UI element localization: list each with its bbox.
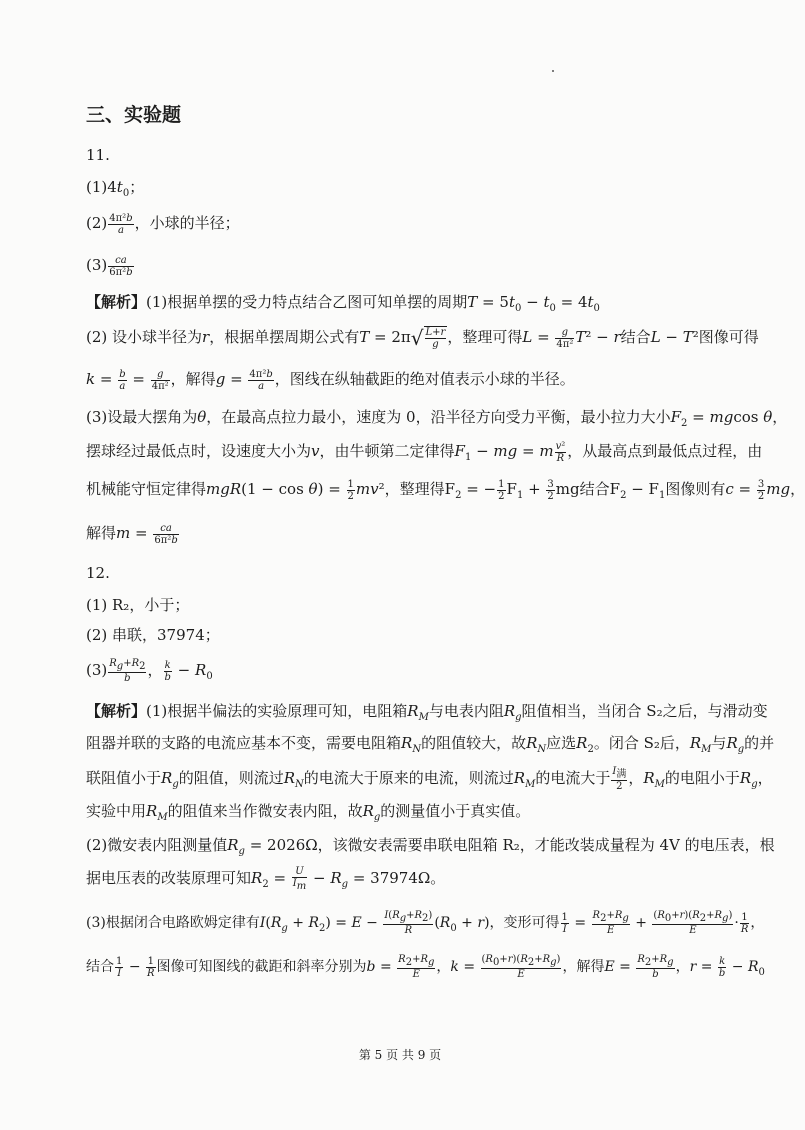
q12-analysis-line-8: 结合 $\frac{1}{I}$ − $\frac{1}{R}$ 图像可知图线的截距和斜率分别为b = $\frac{R_2+R_g}{E}$ ，k = $\frac{(R_0+r)(R_2+R_g)}{E}$ ，解得E = $\frac{R_2+R_g}{b}$ ，r = $\frac{k}{b}$ − $R_0$ [86,954,765,980]
q12-analysis-line-7: (3)根据闭合电路欧姆定律有$I(R_g + R_2) = E$ − $\frac{I(R_g+R_2)}{R}$ $(R_0 + r)$，变形可得 $\frac{1}{I}$ = $\frac{R_2+R_g}{E}$ + $\frac{(R_0+r)(R_2+R_g)}{E}$ · $\frac{1}{R}$ ， [86,910,765,936]
q12-analysis-line-3: 联阻值小于$R_g$的阻值，则流过$R_N$的电流大于原来的电流，则流过$R_M$的电流大于 $\frac{I_满}{2}$ ，$R_M$的电阻小于$R_g$， [86,766,773,792]
q11-answer-2: (2) $\frac{\text{4π²b}}{a}$ ，小球的半径； [86,212,240,236]
q12-analysis-line-1: 【解析】(1)根据半偏法的实验原理可知，电阻箱$R_M$与电表内阻$R_g$阻值相当，当闭合 S₂之后，与滑动变 [86,702,768,723]
q12-number: 12. [86,564,110,582]
q11-answer-1: $(1)4t_0$； [86,178,145,199]
q11-analysis-line-1: 【解析】(1)根据单摆的受力特点结合乙图可知单摆的周期$T = 5t_0 - t_0 = 4t_0$ [86,293,600,314]
q12-analysis-line-5: (2)微安表内阻测量值$R_g = 2026\Omega$，该微安表需要串联电阻箱 R₂，才能改装成量程为 4V 的电压表，根 [86,836,775,857]
q11-number: 11. [86,146,110,164]
q12-analysis-line-6: 据电压表的改装原理可知$R_2$ = $\frac{U}{I_m}$ − $R_g = 37974\Omega$。 [86,866,446,892]
q11-analysis-line-2: (2) 设小球半径为r，根据单摆周期公式有T = 2π√ $\frac{L+r}{g}$ ，整理可得L = $\frac{g}{\text{4π²}}$ T² − r结合L − T²图像可得 [86,326,759,350]
q11-answer-3: (3) $\frac{ca}{\text{6π²b}}$ [86,254,133,278]
q11-analysis-line-4: (3)设最大摆角为θ，在最高点拉力最小，速度为 0，沿半径方向受力平衡，最小拉力大小$F_2 = mgcos$ θ， [86,408,788,429]
scan-speck [552,70,554,72]
q11-analysis-line-5: 摆球经过最低点时，设速度大小为v，由牛顿第二定律得$F_1$ − mg = m $\frac{\text{v²}}{R}$ ，从最高点到最低点过程，由 [86,440,763,464]
q11-analysis-line-7: 解得m = $\frac{ca}{\text{6π²b}}$ [86,522,178,546]
q12-answer-3: (3) $\frac{R_g+R_2}{b}$ ， $\frac{k}{b}$ − $R_0$ [86,658,213,684]
q12-answer-2: (2) 串联，37974； [86,626,220,644]
page-footer: 第 5 页 共 9 页 [358,1048,442,1062]
q11-analysis-line-6: 机械能守恒定律得mgR(1 − cos θ) = $\frac{1}{2}$ mv²，整理得$F_2$ = − $\frac{1}{2}$ $F_1$ + $\frac{3}{2}$ mg结合$F_2 - F_1$图像则有c = $\frac{3}{2}$ mg， [86,478,805,502]
q11-analysis-line-3: k = $\frac{b}{a}$ = $\frac{g}{\text{4π²}}$ ，解得g = $\frac{\text{4π²b}}{a}$ ，图线在纵轴截距的绝对值表示小球的半径。 [86,368,575,392]
section-title: 三、实验题 [86,104,182,126]
q12-analysis-line-2: 阻器并联的支路的电流应基本不变，需要电阻箱$R_N$的阻值较大，故$R_N$应选$R_2$。闭合 S₂后，$R_M$与$R_g$的并 [86,734,775,755]
q12-answer-1: (1) R₂，小于； [86,596,190,614]
q12-analysis-line-4: 实验中用$R_M$的阻值来当作微安表内阻，故$R_g$的测量值小于真实值。 [86,802,531,823]
